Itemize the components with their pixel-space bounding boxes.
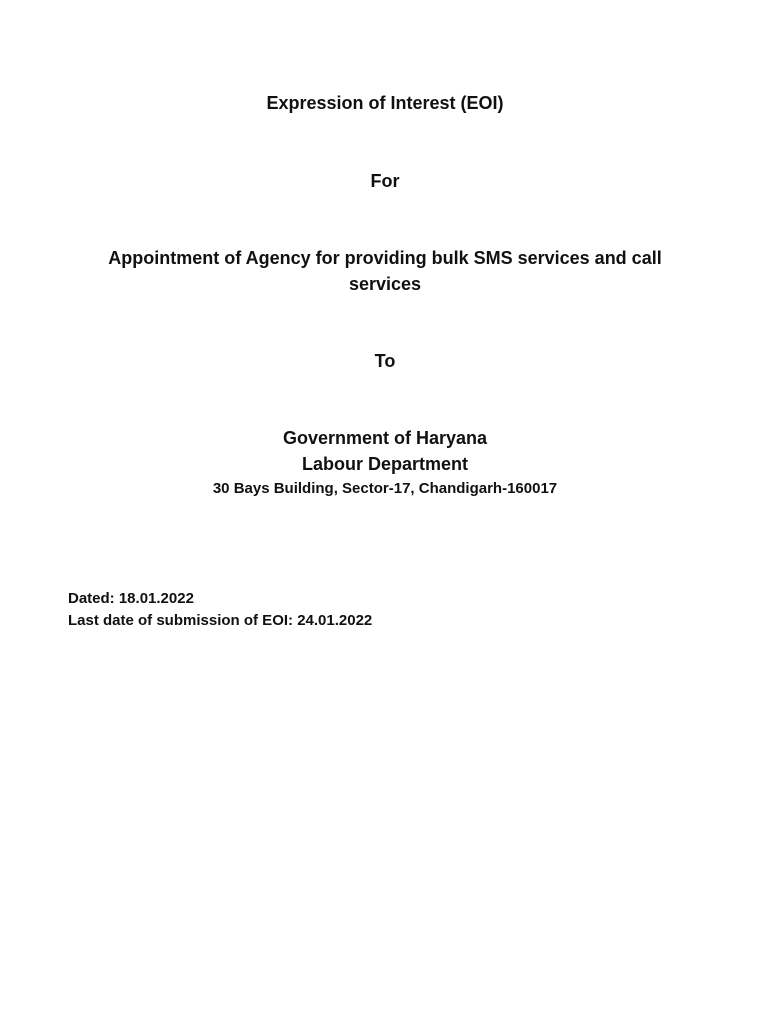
- subject-line-2: services: [348, 274, 422, 294]
- dated-line: Dated: 18.01.2022: [68, 590, 194, 607]
- recipient-address: 30 Bays Building, Sector-17, Chandigarh-160017: [212, 480, 558, 497]
- recipient-department: Labour Department: [301, 454, 469, 474]
- to-label: To: [374, 351, 396, 371]
- for-label: For: [370, 171, 400, 191]
- document-title: Expression of Interest (EOI): [266, 93, 504, 113]
- subject-line-1: Appointment of Agency for providing bulk SMS services and call: [108, 248, 662, 268]
- recipient-org: Government of Haryana: [282, 428, 488, 448]
- last-date-line: Last date of submission of EOI: 24.01.2022: [68, 612, 373, 629]
